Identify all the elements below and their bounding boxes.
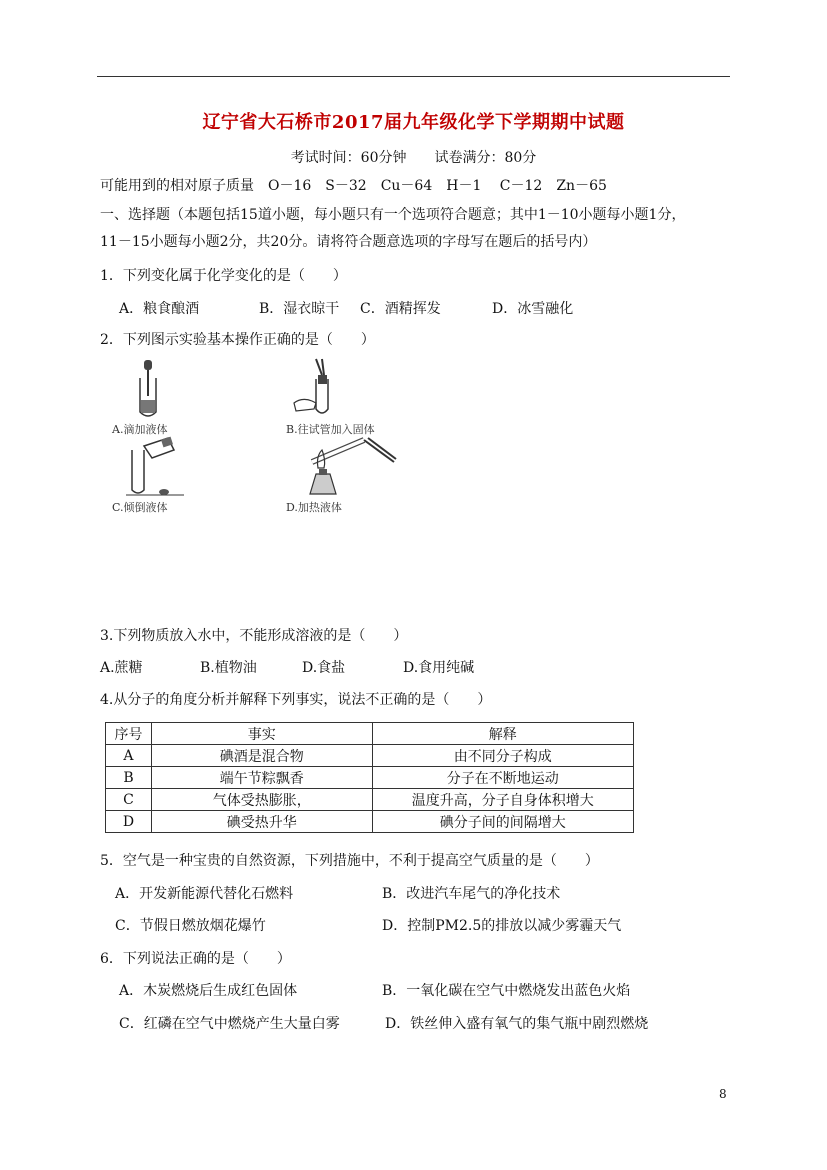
q5-option-a: A．开发新能源代替化石燃料 bbox=[115, 886, 294, 902]
q4-table bbox=[105, 722, 634, 833]
q3-option-d: D.食用纯碱 bbox=[403, 660, 475, 676]
q1-option-c: C．酒精挥发 bbox=[360, 301, 441, 317]
q6-option-d: D．铁丝伸入盛有氧气的集气瓶中剧烈燃烧 bbox=[385, 1016, 649, 1032]
page-number: 8 bbox=[719, 1087, 727, 1101]
q3-option-b: B.植物油 bbox=[200, 660, 257, 676]
table-row bbox=[106, 767, 634, 789]
figure-a-label: A.滴加液体 bbox=[112, 423, 168, 436]
heating-figure-d bbox=[302, 432, 398, 498]
q5-option-c: C．节假日燃放烟花爆竹 bbox=[115, 918, 266, 934]
row-explanation: 碘分子间的间隔增大 bbox=[372, 811, 634, 833]
table-header-row bbox=[106, 723, 634, 745]
figure-c-label: C.倾倒液体 bbox=[112, 501, 168, 514]
header-index: 序号 bbox=[106, 723, 152, 745]
row-index: A bbox=[106, 745, 152, 767]
row-fact: 端午节粽飘香 bbox=[151, 767, 372, 789]
header-explanation: 解释 bbox=[372, 723, 634, 745]
row-index: D bbox=[106, 811, 152, 833]
atomic-masses: 可能用到的相对原子质量 O－16 S－32 Cu－64 H－1 C－12 Zn－65 bbox=[100, 178, 607, 194]
exam-info: 考试时间：60分钟 试卷满分：80分 bbox=[290, 150, 537, 166]
row-fact: 气体受热膨胀， bbox=[151, 789, 372, 811]
header-rule bbox=[97, 76, 730, 77]
q6-option-c: C．红磷在空气中燃烧产生大量白雾 bbox=[119, 1016, 340, 1032]
q4-stem: 4.从分子的角度分析并解释下列事实，说法不正确的是（ ） bbox=[100, 692, 492, 708]
test-tube-figure-b bbox=[292, 357, 338, 419]
figure-b-label: B.往试管加入固体 bbox=[286, 423, 375, 436]
q3-option-a: A.蔗糖 bbox=[100, 660, 143, 676]
q5-option-d: D．控制PM2.5的排放以减少雾霾天气 bbox=[382, 918, 622, 934]
table-row bbox=[106, 811, 634, 833]
q3-stem: 3.下列物质放入水中，不能形成溶液的是（ ） bbox=[100, 628, 408, 644]
q1-option-a: A．粮食酿酒 bbox=[119, 301, 200, 317]
q1-stem: 1．下列变化属于化学变化的是（ ） bbox=[100, 268, 347, 284]
table-row bbox=[106, 789, 634, 811]
pouring-figure-c bbox=[124, 436, 186, 498]
row-fact: 碘酒是混合物 bbox=[151, 745, 372, 767]
q2-stem: 2．下列图示实验基本操作正确的是（ ） bbox=[100, 332, 375, 348]
q5-option-b: B．改进汽车尾气的净化技术 bbox=[382, 886, 561, 902]
q1-option-b: B．湿衣晾干 bbox=[259, 301, 340, 317]
row-fact: 碘受热升华 bbox=[151, 811, 372, 833]
table-row bbox=[106, 745, 634, 767]
row-index: C bbox=[106, 789, 152, 811]
row-explanation: 由不同分子构成 bbox=[372, 745, 634, 767]
figure-d-label: D.加热液体 bbox=[286, 501, 342, 514]
q1-option-d: D．冰雪融化 bbox=[492, 301, 574, 317]
q6-option-a: A．木炭燃烧后生成红色固体 bbox=[119, 983, 298, 999]
q3-option-c: D.食盐 bbox=[302, 660, 346, 676]
q5-stem: 5．空气是一种宝贵的自然资源，下列措施中，不利于提高空气质量的是（ ） bbox=[100, 853, 599, 869]
header-fact: 事实 bbox=[151, 723, 372, 745]
section-instructions-line1: 一、选择题（本题包括15道小题，每小题只有一个选项符合题意；其中1－10小题每小题1分， bbox=[100, 207, 686, 223]
section-instructions-line2: 11－15小题每小题2分，共20分。请将符合题意选项的字母写在题后的括号内） bbox=[100, 234, 597, 250]
q6-stem: 6．下列说法正确的是（ ） bbox=[100, 951, 291, 967]
page-title: 辽宁省大石桥市2017届九年级化学下学期期中试题 bbox=[202, 112, 625, 133]
row-explanation: 分子在不断地运动 bbox=[372, 767, 634, 789]
row-explanation: 温度升高，分子自身体积增大 bbox=[372, 789, 634, 811]
row-index: B bbox=[106, 767, 152, 789]
q6-option-b: B．一氧化碳在空气中燃烧发出蓝色火焰 bbox=[382, 983, 631, 999]
dropper-figure-a bbox=[130, 358, 170, 420]
